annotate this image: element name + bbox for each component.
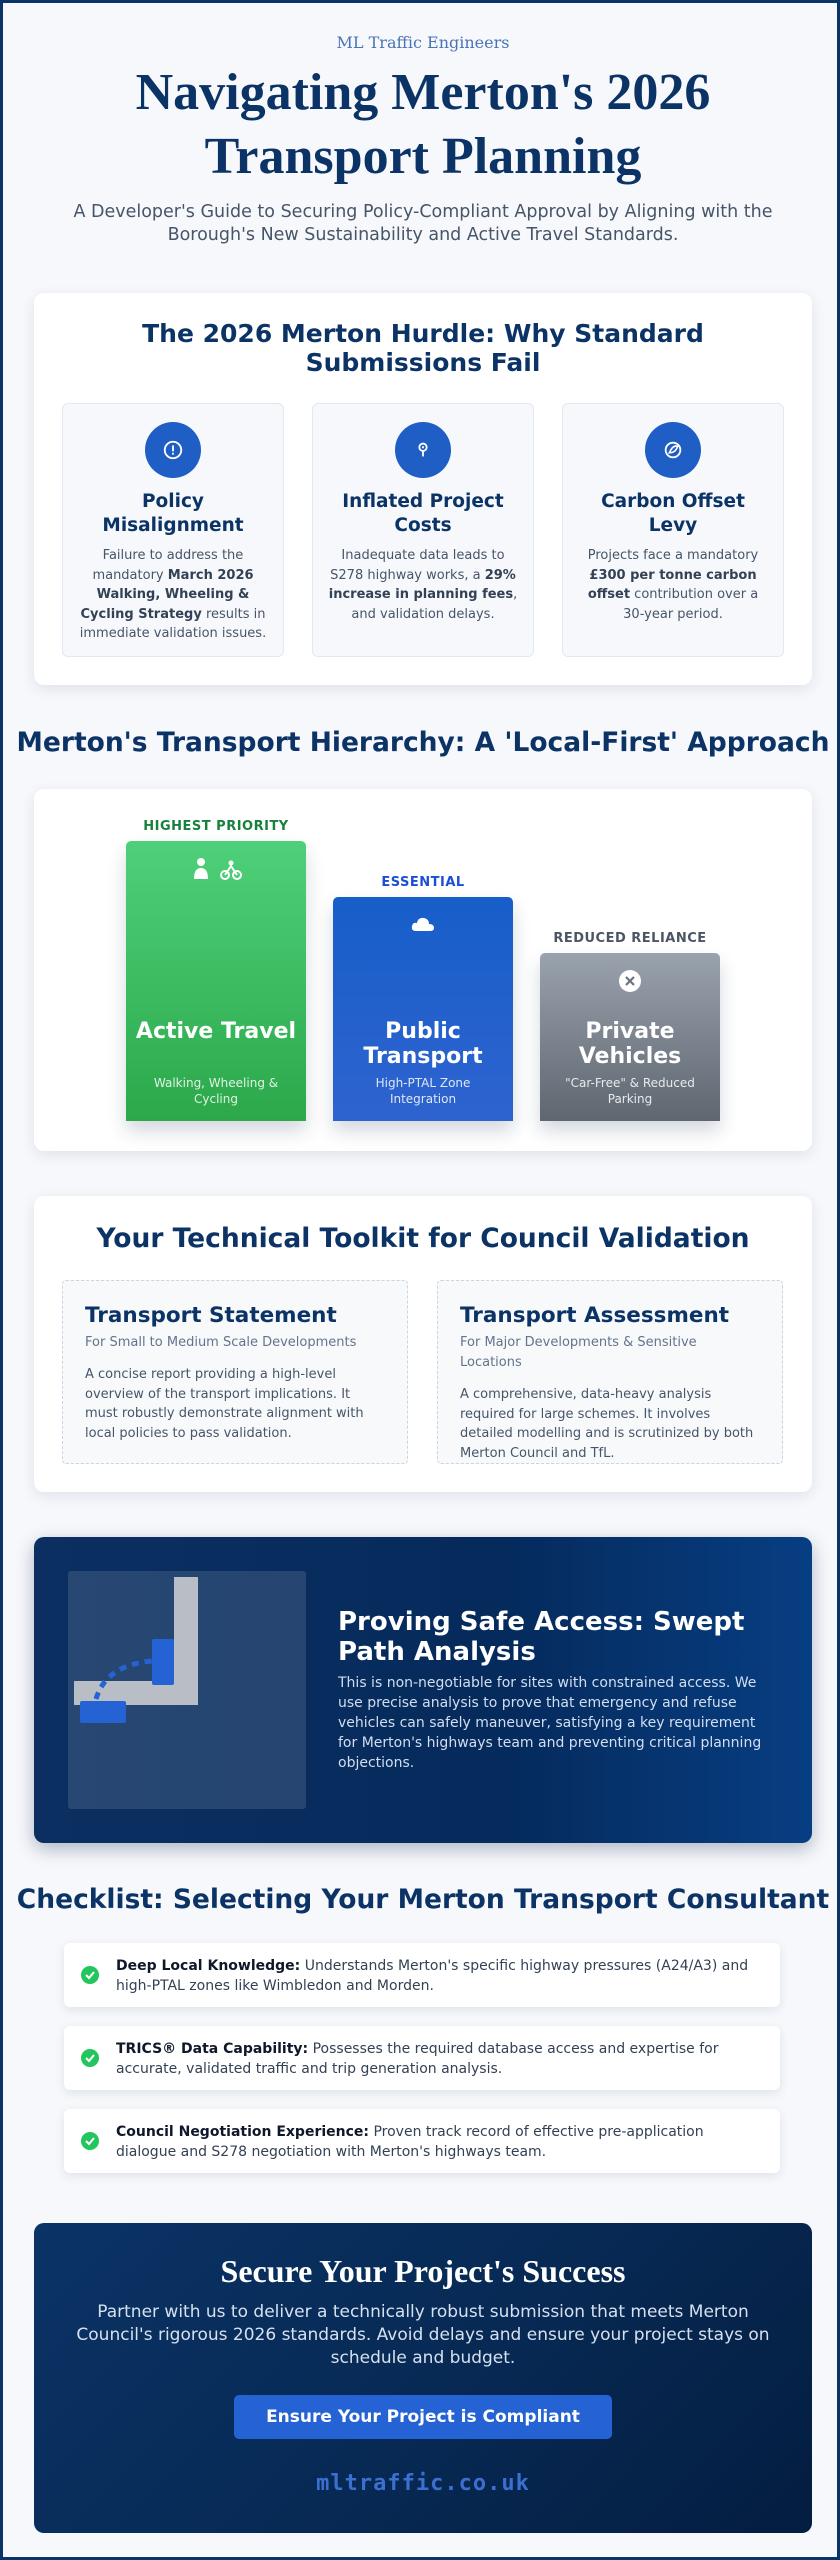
column-title: Active Travel [135,1019,297,1044]
checklist-item: Council Negotiation Experience: Proven track record of effective pre-application dialogue and S278 negotiation with Merton's highways team. [64,2109,780,2173]
hurdle-card-costs [312,403,534,657]
check-icon [81,1966,99,1984]
hierarchy-column-private-vehicles [540,953,720,1121]
walk-cycle-icon [126,857,306,881]
swept-path-title: Proving Safe Access: Swept Path Analysis [338,1607,745,1667]
page-subtitle: A Developer's Guide to Securing Policy-Compliant Approval by Aligning with the Borough's New Sustainability and Active Travel Standards. [73,202,773,245]
cta-button[interactable]: Ensure Your Project is Compliant [234,2395,612,2439]
hierarchy-title: Merton's Transport Hierarchy: A 'Local-First' Approach [16,727,830,758]
checklist-item: TRICS® Data Capability: Possesses the required database access and expertise for accurate, validated traffic and trip generation analysis. [64,2026,780,2090]
alert-icon [145,422,201,478]
hierarchy-column-active-travel [126,841,306,1121]
hurdle-heading: Policy Misalignment [102,491,244,536]
hurdle-title: The 2026 Merton Hurdle: Why Standard Submissions Fail [142,319,704,377]
cta-title: Secure Your Project's Success [220,2253,626,2289]
hurdle-card-carbon [562,403,784,657]
swept-path-section [34,1537,812,1843]
toolkit-text: A comprehensive, data-heavy analysis required for large schemes. It involves detailed modelling and is scrutinized by both Merton Council and TfL. [460,1387,754,1461]
cloud-icon [333,913,513,937]
toolkit-text: A concise report providing a high-level overview of the transport implications. It must robustly demonstrate alignment with local policies to pass validation. [85,1367,364,1441]
carbon-icon [645,422,701,478]
website-link[interactable]: mltraffic.co.uk [316,2471,530,2496]
toolkit-card-assessment [437,1280,783,1464]
hurdle-text: Inadequate data leads to S278 highway works, a 29% increase in planning fees, and validation delays. [328,548,518,622]
hierarchy-column-public-transport [333,897,513,1121]
toolkit-heading: Transport Statement [85,1303,337,1328]
swept-path-diagram [68,1571,306,1809]
hurdle-card-policy [62,403,284,657]
priority-label: HIGHEST PRIORITY [143,819,289,834]
hurdle-heading: Inflated Project Costs [342,491,504,536]
hurdle-text: Failure to address the mandatory March 2026 Walking, Wheeling & Cycling Strategy results in immediate validation issues. [79,548,267,641]
check-icon [81,2049,99,2067]
checklist-item: Deep Local Knowledge: Understands Merton's specific highway pressures (A24/A3) and high-PTAL zones like Wimbledon and Morden. [64,1943,780,2007]
priority-label: ESSENTIAL [381,875,465,890]
toolkit-scale: For Small to Medium Scale Developments [85,1335,357,1350]
column-title: Public Transport [363,1019,483,1069]
coin-icon [395,422,451,478]
column-subtitle: Walking, Wheeling & Cycling [153,1076,279,1106]
hurdle-text: Projects face a mandatory £300 per tonne carbon offset contribution over a 30-year period. [587,548,759,622]
column-title: Private Vehicles [578,1019,682,1069]
column-subtitle: High-PTAL Zone Integration [375,1076,471,1106]
toolkit-scale: For Major Developments & Sensitive Locations [460,1335,697,1370]
toolkit-heading: Transport Assessment [460,1303,730,1328]
cta-section [34,2223,812,2533]
hierarchy-section [34,789,812,1151]
close-icon [540,969,720,993]
priority-label: REDUCED RELIANCE [553,931,707,946]
hurdle-section [34,293,812,685]
cta-text: Partner with us to deliver a technically robust submission that meets Merton Council's rigorous 2026 standards. Avoid delays and ensure your project stays on schedule and budget. [76,2302,770,2368]
page-title: Navigating Merton's 2026 Transport Planning [135,64,711,185]
toolkit-card-statement [62,1280,408,1464]
column-subtitle: "Car-Free" & Reduced Parking [565,1076,695,1106]
check-icon [81,2132,99,2150]
brand-name: ML Traffic Engineers [336,33,510,52]
swept-path-text: This is non-negotiable for sites with constrained access. We use precise analysis to prove that emergency and refuse vehicles can safely maneuver, satisfying a key requirement for Merton's highways team and preventing critical planning objections. [338,1675,762,1771]
hurdle-heading: Carbon Offset Levy [601,491,745,536]
checklist-title: Checklist: Selecting Your Merton Transport Consultant [16,1884,830,1915]
toolkit-section [34,1196,812,1492]
toolkit-title: Your Technical Toolkit for Council Validation [96,1223,750,1254]
